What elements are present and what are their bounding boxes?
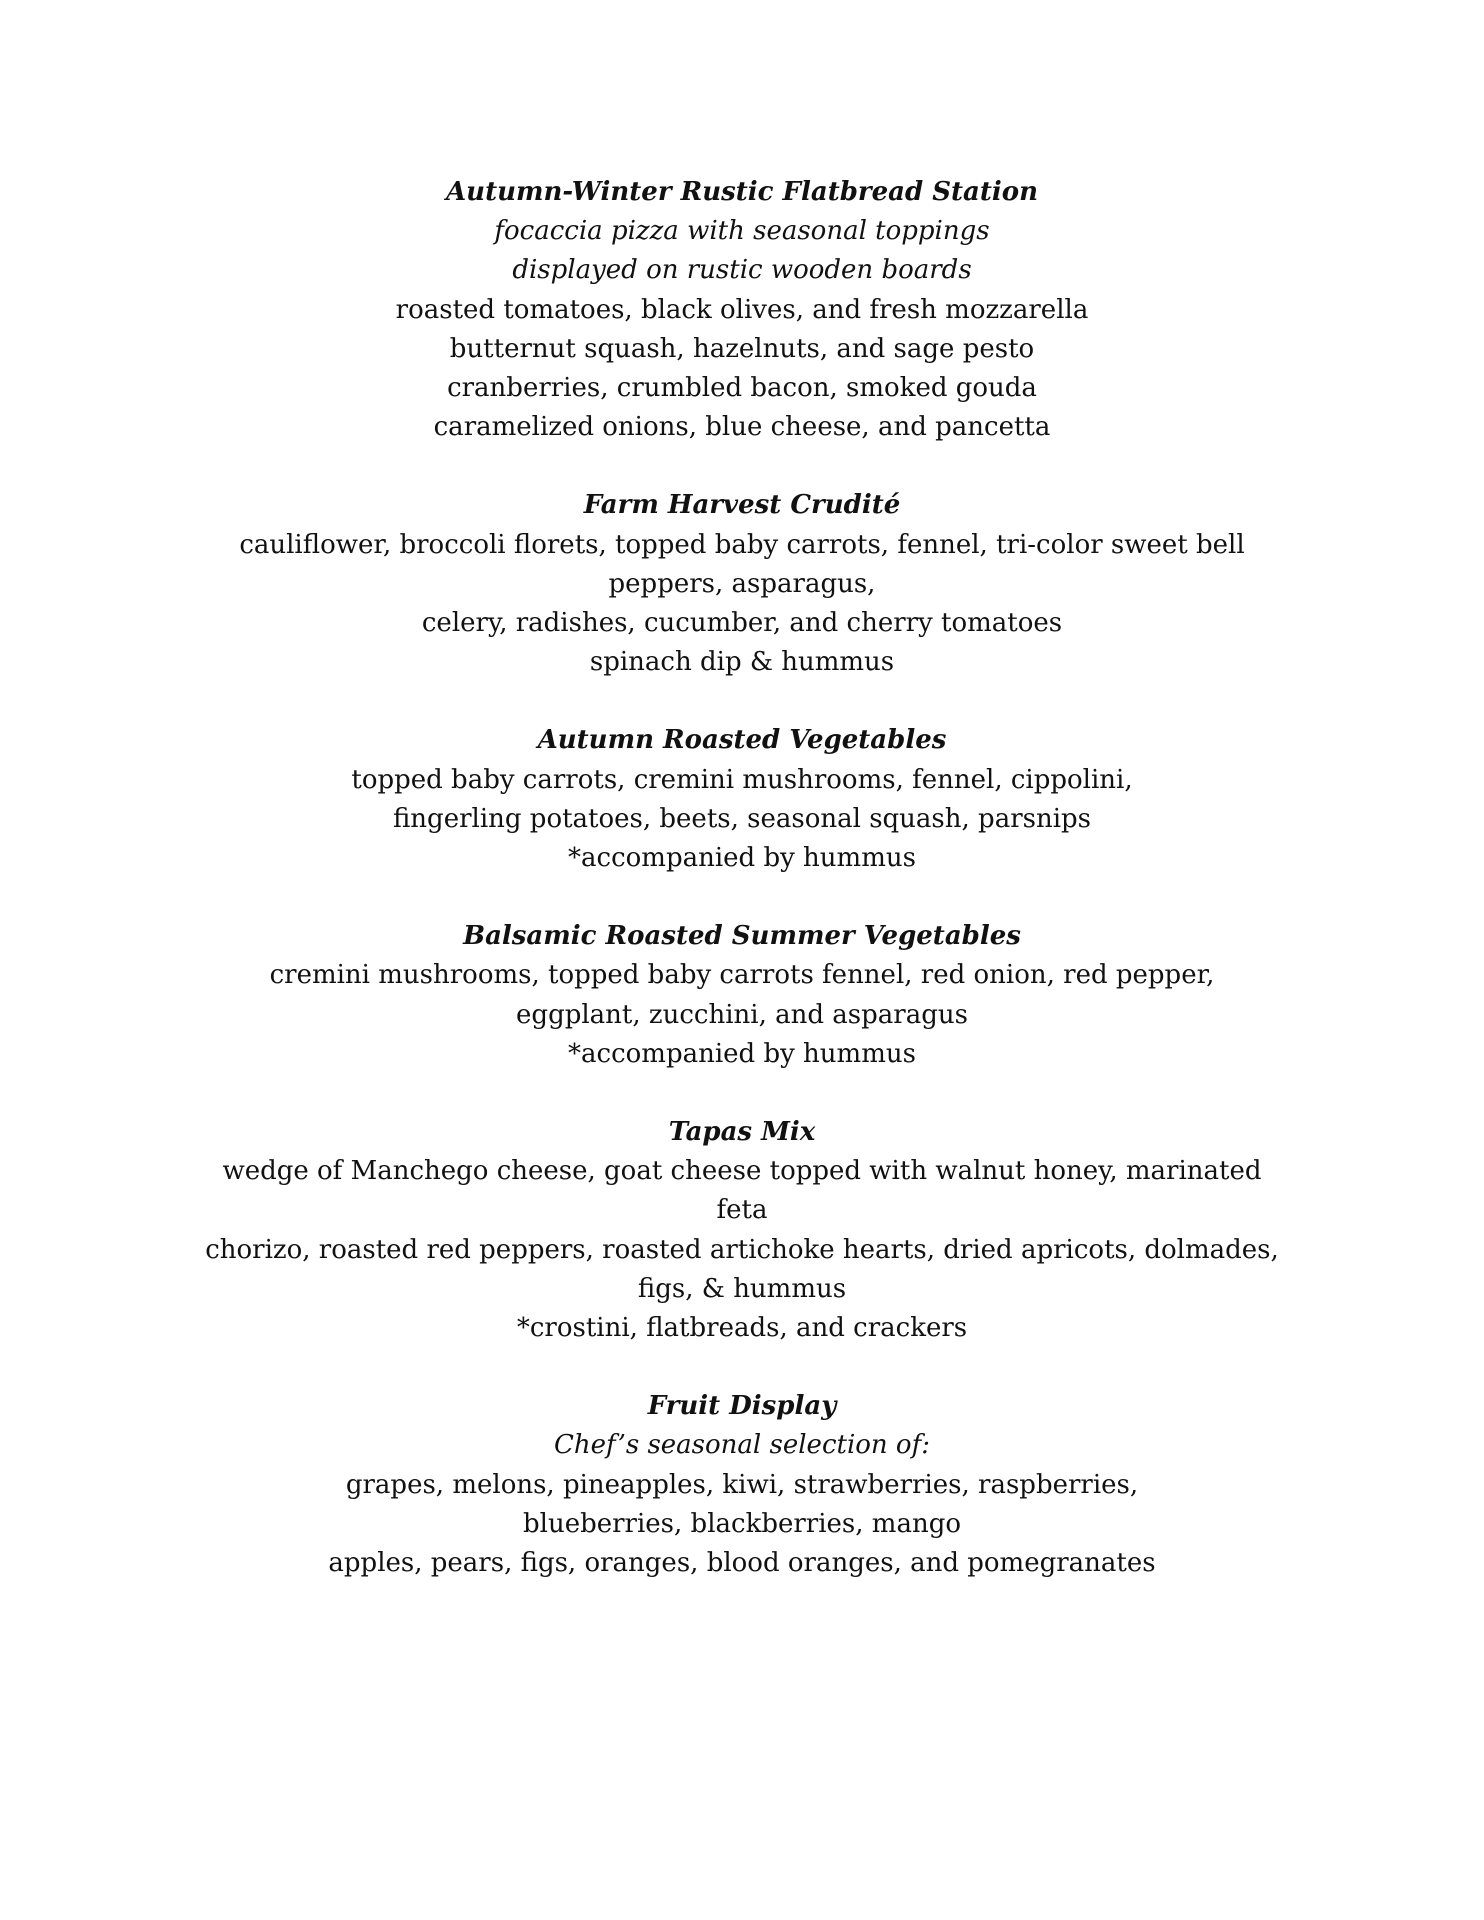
section-balsamic-summer-vegetables [200, 917, 1284, 1074]
menu-line: peppers, asparagus, [608, 568, 876, 599]
menu-line: blueberries, blackberries, mango [523, 1508, 961, 1539]
menu-line: figs, & hummus [637, 1273, 847, 1304]
section-autumn-roasted-vegetables [200, 721, 1284, 878]
menu-line: *accompanied by hummus [568, 1038, 916, 1069]
menu-line: fingerling potatoes, beets, seasonal squash, parsnips [392, 803, 1092, 834]
menu-line: topped baby carrots, cremini mushrooms, fennel, cippolini, [351, 764, 1133, 795]
menu-line: spinach dip & hummus [589, 647, 895, 678]
menu-content [200, 173, 1284, 1583]
section-crudite [200, 486, 1284, 682]
section-title: Autumn-Winter Rustic Flatbread Station [446, 177, 1038, 207]
section-subtitle: Chef’s seasonal selection of: [554, 1430, 930, 1461]
menu-line: eggplant, zucchini, and asparagus [516, 999, 968, 1030]
section-flatbread-station [200, 173, 1284, 447]
section-title: Autumn Roasted Vegetables [537, 725, 947, 756]
menu-line: celery, radishes, cucumber, and cherry tomatoes [421, 608, 1063, 639]
section-subtitle: displayed on rustic wooden boards [512, 255, 972, 286]
menu-line: wedge of Manchego cheese, goat cheese topped with walnut honey, marinated [222, 1156, 1262, 1187]
section-title: Balsamic Roasted Summer Vegetables [463, 921, 1021, 952]
menu-line: apples, pears, figs, oranges, blood oranges, and pomegranates [328, 1548, 1156, 1579]
section-title: Farm Harvest Crudité [583, 490, 901, 521]
menu-line: *crostini, flatbreads, and crackers [516, 1313, 968, 1344]
section-title: Tapas Mix [668, 1117, 816, 1148]
menu-line: butternut squash, hazelnuts, and sage pesto [449, 333, 1035, 364]
section-tapas-mix [200, 1113, 1284, 1348]
section-title: Fruit Display [647, 1391, 837, 1422]
menu-line: chorizo, roasted red peppers, roasted artichoke hearts, dried apricots, dolmades, [205, 1234, 1279, 1265]
section-fruit-display [200, 1387, 1284, 1583]
menu-line: cranberries, crumbled bacon, smoked gouda [447, 373, 1037, 404]
menu-line: cauliflower, broccoli florets, topped baby carrots, fennel, tri-color sweet bell [239, 529, 1245, 560]
menu-line: roasted tomatoes, black olives, and fresh mozzarella [395, 294, 1089, 325]
menu-line: feta [716, 1195, 768, 1226]
menu-line: caramelized onions, blue cheese, and pancetta [433, 412, 1051, 443]
menu-line: cremini mushrooms, topped baby carrots fennel, red onion, red pepper, [269, 960, 1215, 991]
menu-line: grapes, melons, pineapples, kiwi, strawberries, raspberries, [345, 1469, 1139, 1500]
section-subtitle: focaccia pizza with seasonal toppings [494, 216, 990, 247]
menu-line: *accompanied by hummus [568, 843, 916, 874]
